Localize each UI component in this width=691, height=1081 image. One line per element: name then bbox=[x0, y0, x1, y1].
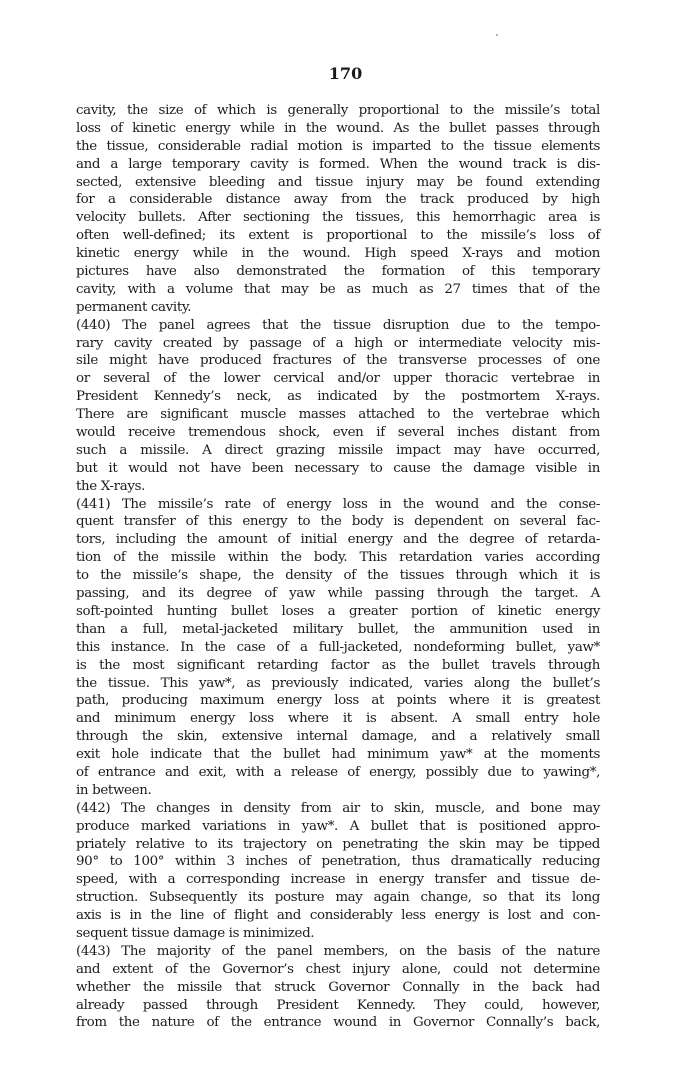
text-line: cavity, the size of which is generally proportional to the missile’s total bbox=[76, 103, 600, 118]
text-line: for a considerable distance away from the track produced by high bbox=[76, 192, 600, 208]
text-line: kinetic energy while in the wound. High speed X-rays and motion bbox=[76, 246, 600, 262]
text-line: often well-defined; its extent is proportional to the missile’s loss of bbox=[76, 228, 600, 244]
page-number: 170 bbox=[328, 64, 363, 83]
text-line: soft-pointed hunting bullet loses a greater portion of kinetic energy bbox=[76, 603, 600, 619]
text-line: than a full, metal-jacketed military bullet, the ammunition used in bbox=[76, 621, 600, 637]
text-line: and a large temporary cavity is formed. When the wound track is dis- bbox=[76, 156, 600, 172]
text-line: and extent of the Governor’s chest injury alone, could not determine bbox=[76, 961, 600, 977]
text-line: the X-rays. bbox=[76, 478, 145, 494]
text-line: There are significant muscle masses attached to the vertebrae which bbox=[76, 407, 600, 423]
text-line: to the missile’s shape, the density of the tissues through which it is bbox=[76, 568, 600, 584]
text-line: cavity, with a volume that may be as much as 27 times that of the bbox=[76, 281, 600, 297]
text-line: the tissue, considerable radial motion is imparted to the tissue elements bbox=[76, 138, 600, 154]
text-line: but it would not have been necessary to cause the damage visible in bbox=[76, 460, 600, 476]
text-line: permanent cavity. bbox=[76, 299, 192, 315]
text-line: axis is in the line of flight and considerably less energy is lost and con- bbox=[76, 908, 600, 924]
text-line: passing, and its degree of yaw while passing through the target. A bbox=[76, 586, 600, 602]
text-line: rary cavity created by passage of a high or intermediate velocity mis- bbox=[76, 335, 600, 351]
text-line: of entrance and exit, with a release of energy, possibly due to yawing*, bbox=[76, 764, 600, 780]
text-line: speed, with a corresponding increase in energy transfer and tissue de- bbox=[76, 872, 600, 888]
text-line: already passed through President Kennedy. They could, however, bbox=[76, 997, 600, 1013]
text-line: 90° to 100° within 3 inches of penetration, thus dramatically reducing bbox=[76, 854, 600, 870]
text-line: velocity bullets. After sectioning the tissues, this hemorrhagic area is bbox=[76, 210, 600, 226]
text-line: President Kennedy’s neck, as indicated by the postmortem X-rays. bbox=[76, 389, 600, 405]
text-line: tion of the missile within the body. This retardation varies according bbox=[76, 550, 600, 566]
text-line: (442) The changes in density from air to skin, muscle, and bone may bbox=[76, 800, 600, 816]
text-line: the tissue. This yaw*, as previously indicated, varies along the bullet’s bbox=[76, 675, 600, 691]
text-line: (443) The majority of the panel members, on the basis of the nature bbox=[76, 943, 600, 959]
text-line: quent transfer of this energy to the body is dependent on several fac- bbox=[76, 514, 600, 530]
text-line: produce marked variations in yaw*. A bullet that is positioned appro- bbox=[76, 818, 600, 834]
text-line: and minimum energy loss where it is absent. A small entry hole bbox=[76, 711, 600, 727]
text-line: struction. Subsequently its posture may again change, so that its long bbox=[76, 890, 600, 906]
text-line: path, producing maximum energy loss at points where it is greatest bbox=[76, 693, 600, 709]
text-line: from the nature of the entrance wound in Governor Connally’s back, bbox=[76, 1015, 600, 1031]
text-line: such a missile. A direct grazing missile impact may have occurred, bbox=[76, 442, 600, 458]
text-line: would receive tremendous shock, even if several inches distant from bbox=[76, 425, 600, 441]
text-line: (441) The missile’s rate of energy loss in the wound and the conse- bbox=[76, 496, 600, 512]
text-line: pictures have also demonstrated the formation of this temporary bbox=[76, 264, 600, 280]
text-line: (440) The panel agrees that the tissue disruption due to the tempo- bbox=[76, 317, 600, 333]
text-line: in between. bbox=[76, 782, 152, 798]
text-line: tors, including the amount of initial energy and the degree of retarda- bbox=[76, 532, 600, 548]
text-line: loss of kinetic energy while in the wound. As the bullet passes through bbox=[76, 120, 600, 136]
text-line: priately relative to its trajectory on penetrating the skin may be tipped bbox=[76, 836, 600, 852]
text-line: exit hole indicate that the bullet had minimum yaw* at the moments bbox=[76, 747, 600, 763]
scan-speck bbox=[496, 34, 498, 36]
text-line: is the most significant retarding factor as the bullet travels through bbox=[76, 657, 600, 673]
text-line: sected, extensive bleeding and tissue injury may be found extending bbox=[76, 174, 600, 190]
text-line: sile might have produced fractures of the transverse processes of one bbox=[76, 353, 600, 369]
text-line: sequent tissue damage is minimized. bbox=[76, 925, 315, 941]
body-text bbox=[76, 102, 600, 1032]
text-line: this instance. In the case of a full-jacketed, nondeforming bullet, yaw* bbox=[76, 639, 600, 655]
text-line: or several of the lower cervical and/or upper thoracic vertebrae in bbox=[76, 371, 600, 387]
text-line: through the skin, extensive internal damage, and a relatively small bbox=[76, 729, 600, 745]
text-line: whether the missile that struck Governor Connally in the back had bbox=[76, 979, 600, 995]
